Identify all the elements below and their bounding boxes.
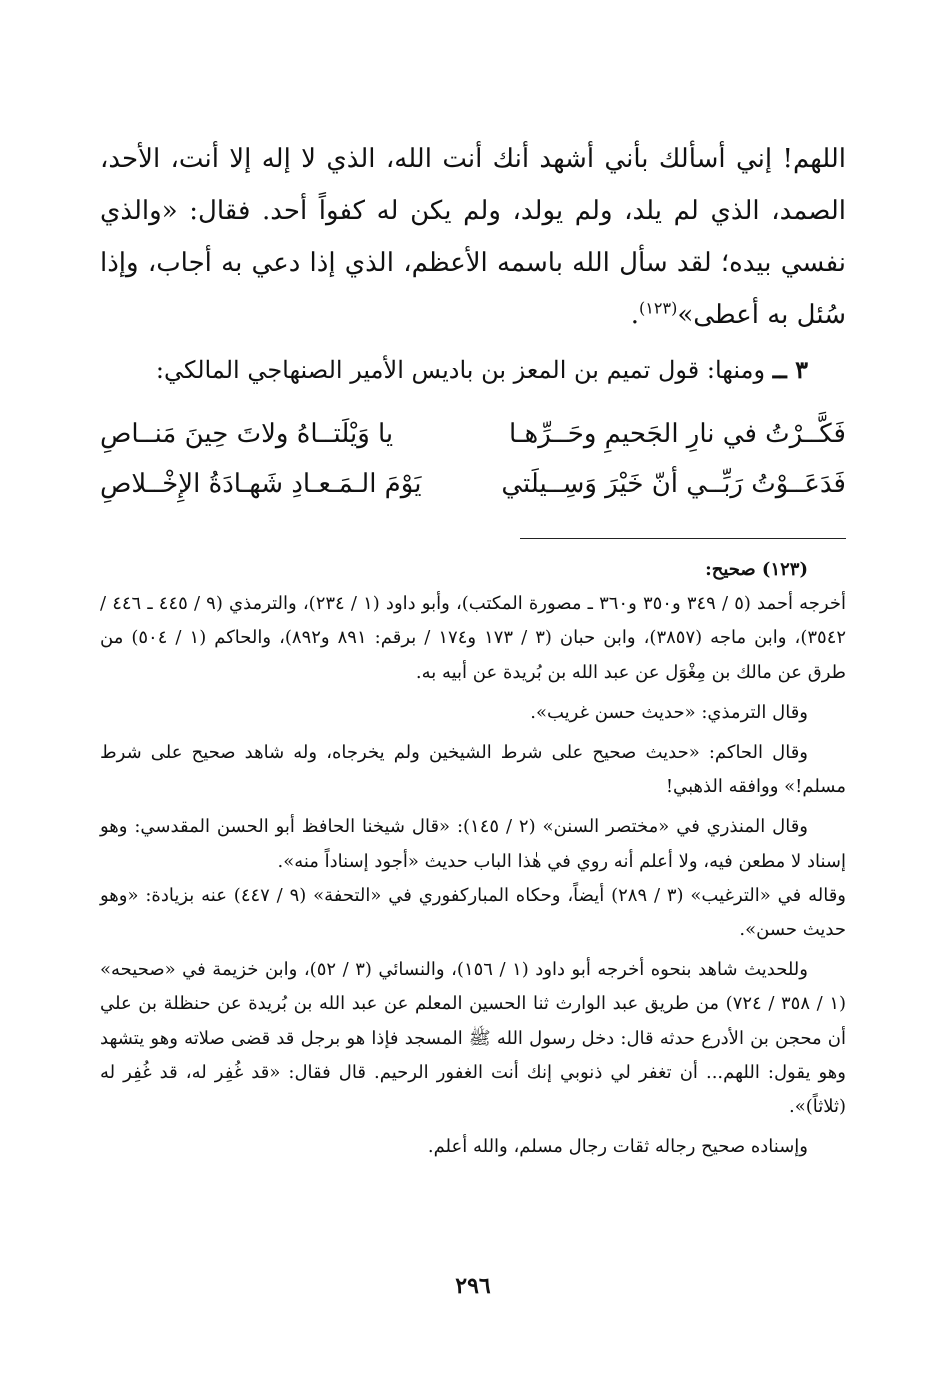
paragraph-poetry-intro-text: ومنها: قول تميم بن المعز بن باديس الأمير الصنهاجي المالكي: xyxy=(155,356,766,384)
verse-first-hemistich: فَدَعَــوْتُ رَبِّــي أنّ خَيْرَ وَسِــيلَتي xyxy=(501,469,846,499)
paragraph-hadith-text: اللهم! إني أسألك بأني أشهد أنك أنت الله، الذي لا إله إلا أنت، الأحد، الصمد، الذي لم يلد، ولم يولد، ولم يكن له كفواً أحد. فقال: «والذي نفسي بيده؛ لقد سأل الله باسمه الأعظم، الذي إذا دعي به أجاب، وإذا سُئل به أعطى» xyxy=(100,144,846,330)
paragraph-hadith xyxy=(100,133,846,341)
item-number: ٣ ــ xyxy=(772,355,808,384)
footnote-paragraph: وإسناده صحيح رجاله ثقات رجال مسلم، والله أعلم. xyxy=(427,1136,808,1158)
footnote-heading: (١٢٣) صحيح: xyxy=(705,559,808,580)
page-number: ٢٩٦ xyxy=(455,1273,491,1299)
paragraph-poetry-intro xyxy=(100,344,846,396)
footnote-paragraph: وللحديث شاهد بنحوه أخرجه أبو داود (١ / ١٥٦)، والنسائي (٣ / ٥٢)، وابن خزيمة في «صحيحه» (١ / ٣٥٨ / ٧٢٤) من طريق عبد الوارث ثنا الحسين المعلم عن عبد الله بن بُريدة عن حنظلة بن علي أن محجن بن الأدرع حدثه قال: دخل رسول الله ﷺ المسجد فإذا هو برجل قد قضى صلاته وهو يتشهد وهو يقول: اللهم... أن تغفر لي ذنوبي إنك أنت الغفور الرحيم. قال فقال: «قد غُفِر له، قد غُفِر له (ثلاثاً)». xyxy=(100,959,847,1118)
footnote-separator xyxy=(520,538,846,539)
verse-first-hemistich: فَكَّــرْتُ في نارِ الجَحيمِ وحَــرِّهـا xyxy=(508,419,846,449)
verse-line xyxy=(100,410,846,458)
footnote-paragraph: وقال الترمذي: «حديث حسن غريب». xyxy=(530,701,808,723)
footnote-paragraph: وقاله في «الترغيب» (٣ / ٢٨٩) أيضاً، وحكاه المباركفوري في «التحفة» (٩ / ٤٤٧) عنه بزيادة: «وهو حديث حسن». xyxy=(100,884,847,941)
footnote-paragraph: وقال المنذري في «مختصر السنن» (٢ / ١٤٥): «قال شيخنا الحافظ أبو الحسن المقدسي: وهو إسناد لا مطعن فيه، ولا أعلم أنه روي في هٰذا الباب حديث «أجود إسناداً منه». xyxy=(100,816,846,872)
verse-line xyxy=(100,460,846,508)
verse-second-hemistich: يا وَيْلَتــاهُ ولاتَ حِينَ مَنــاصِ xyxy=(100,419,394,449)
footnote-paragraph: أخرجه أحمد (٥ / ٣٤٩ و٣٥٠ و٣٦٠ ـ مصورة المكتب)، وأبو داود (١ / ٢٣٤)، والترمذي (٩ / ٤٤٥ ـ ٤٤٦ / ٣٥٤٢)، وابن ماجه (٣٨٥٧)، وابن حبان (٣ / ١٧٣ و١٧٤ / برقم: ٨٩١ و٨٩٢)، والحاكم (١ / ٥٠٤) من طرق عن مالك بن مِغْوَل عن عبد الله بن بُريدة عن أبيه به. xyxy=(100,593,847,683)
footnote-paragraph: وقال الحاكم: «حديث صحيح على شرط الشيخين ولم يخرجاه، وله شاهد صحيح على شرط مسلم!» ووافقه الذهبي! xyxy=(100,742,846,798)
main-text xyxy=(100,133,846,396)
verse-second-hemistich: يَوْمَ الـمَـعـادِ شَهـادَةُ الإِخْــلاصِ xyxy=(100,469,422,499)
paragraph-end-mark: . xyxy=(630,300,640,330)
footnotes xyxy=(100,553,846,1164)
footnote-reference: (١٢٣) xyxy=(639,298,678,318)
